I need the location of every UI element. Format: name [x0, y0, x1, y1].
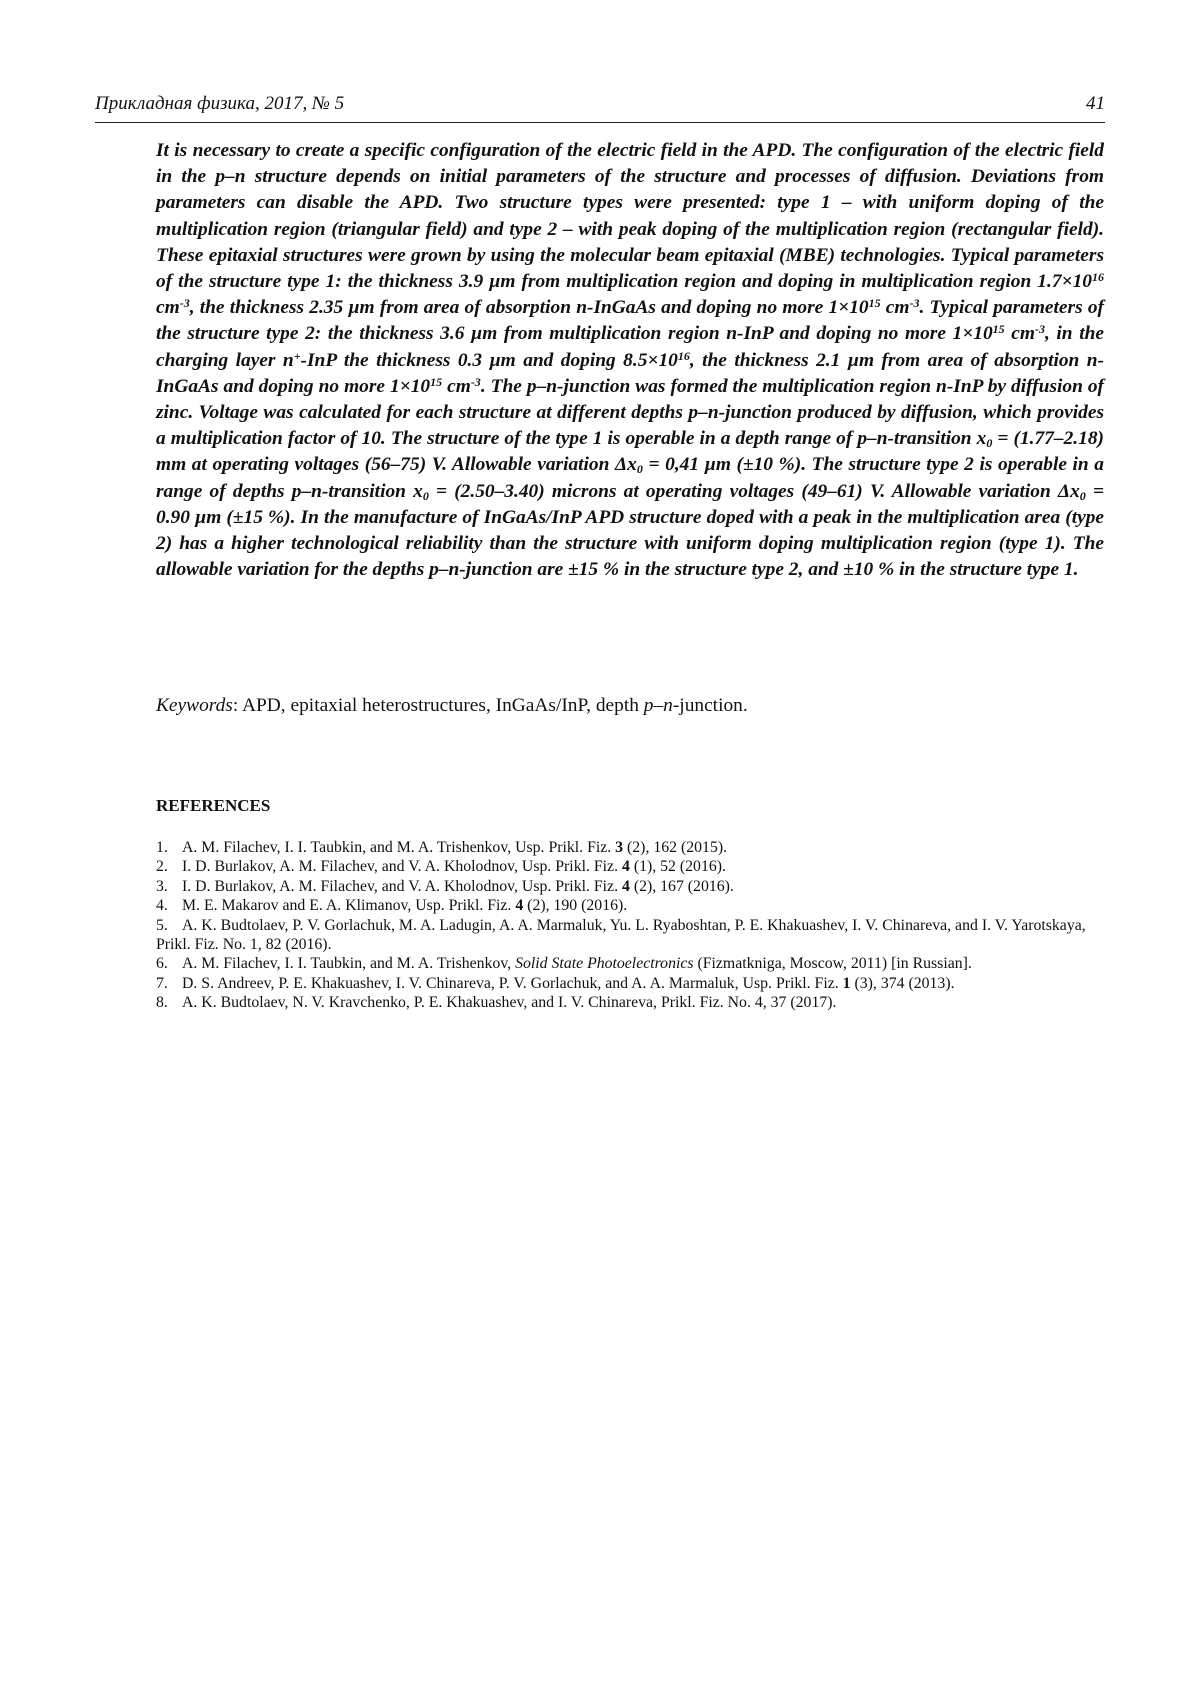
page-number: 41	[1086, 93, 1105, 114]
reference-list	[156, 838, 1104, 1013]
running-head	[95, 92, 1105, 123]
keywords-label: Keywords	[156, 695, 233, 716]
keywords: Keywords: APD, epitaxial heterostructures, InGaAs/InP, depth p–n-junction.	[156, 695, 748, 716]
reference-item: 7. D. S. Andreev, P. E. Khakuashev, I. V. Chinareva, P. V. Gorlachuk, and A. A. Marmaluk, Usp. Prikl. Fiz. 1 (3), 374 (2013).	[156, 974, 955, 992]
reference-item: 3. I. D. Burlakov, A. M. Filachev, and V. A. Kholodnov, Usp. Prikl. Fiz. 4 (2), 167 (2016).	[156, 877, 734, 895]
reference-item: 4. M. E. Makarov and E. A. Klimanov, Usp. Prikl. Fiz. 4 (2), 190 (2016).	[156, 897, 628, 915]
reference-item: 8. A. K. Budtolaev, N. V. Kravchenko, P. E. Khakuashev, and I. V. Chinareva, Prikl. Fiz. No. 4, 37 (2017).	[156, 994, 837, 1012]
references-heading: REFERENCES	[156, 796, 271, 815]
reference-item: 6. A. M. Filachev, I. I. Taubkin, and M. A. Trishenkov, Solid State Photoelectronics (Fizmatkniga, Moscow, 2011) [in Russian].	[156, 955, 972, 973]
reference-item: 5. A. K. Budtolaev, P. V. Gorlachuk, M. A. Ladugin, A. A. Marmaluk, Yu. L. Ryaboshtan, P. E. Khakuashev, I. V. Chinareva, and I. V. Yarotskaya, Prikl. Fiz. No. 1, 82 (2016).	[156, 916, 1086, 954]
reference-item: 1. A. M. Filachev, I. I. Taubkin, and M. A. Trishenkov, Usp. Prikl. Fiz. 3 (2), 162 (2015).	[156, 839, 728, 856]
journal-citation: Прикладная физика, 2017, № 5	[95, 93, 345, 114]
keywords-text: APD, epitaxial heterostructures, InGaAs/InP, depth	[242, 695, 644, 716]
reference-item: 2. I. D. Burlakov, A. M. Filachev, and V. A. Kholodnov, Usp. Prikl. Fiz. 4 (1), 52 (2016).	[156, 858, 726, 876]
abstract: It is necessary to create a specific configuration of the electric field in the APD. The configuration of the electric field in the p–n structure depends on initial parameters of the structure and processes of diffusion. Deviations from parameters can disable the APD. Two structure types were presented: type 1 – with uniform doping of the multiplication region (triangular field) and type 2 – with peak doping of the multiplication region (rectangular field). These epitaxial structures were grown by using the molecular beam epitaxial (MBE) technologies. Typical parameters of the structure type 1: the thickness 3.9 µm from multiplication region and doping in multiplication region $1.7\times 10^{16}$ $cm^{-3}$, the thickness 2.35 µm from area of absorption n-InGaAs and doping no more $1\times 10^{15}$ $cm^{-3}$. Typical parameters of the structure type 2: the thickness 3.6 µm from multiplication region n-InP and doping no more $1\times 10^{15}$ $cm^{-3}$, in the charging layer n+-InP the thickness 0.3 µm and doping $8.5\times 10^{16}$, the thickness 2.1 µm from area of absorption n-InGaAs and doping no more $1\times 10^{15}$ $cm^{-3}$. The p–n-junction was formed the multiplication region n-InP by diffusion of zinc. Voltage was calculated for each structure at different depths p–n-junction produced by diffusion, which provides a multiplication factor of 10. The structure of the type 1 is operable in a depth range of p–n-transition $x_0 = (1.77-2.18)$ mm at operating voltages (56–75) V. Allowable variation $\Delta x_0 = 0,41$ µm (±10 %). The structure type 2 is operable in a range of depths p–n-transition $x_0 = (2.50-3.40)$ microns at operating voltages (49–61) V. Allowable variation $\Delta x_0 = 0.90$ µm (±15 %). In the manufacture of InGaAs/InP APD structure doped with a peak in the multiplication area (type 2) has a higher technological reliability than the structure with uniform doping multiplication region (type 1). The allowable variation for the depths p–n-junction are ±15 % in the structure type 2, and ±10 % in the structure type 1.	[156, 140, 1105, 581]
